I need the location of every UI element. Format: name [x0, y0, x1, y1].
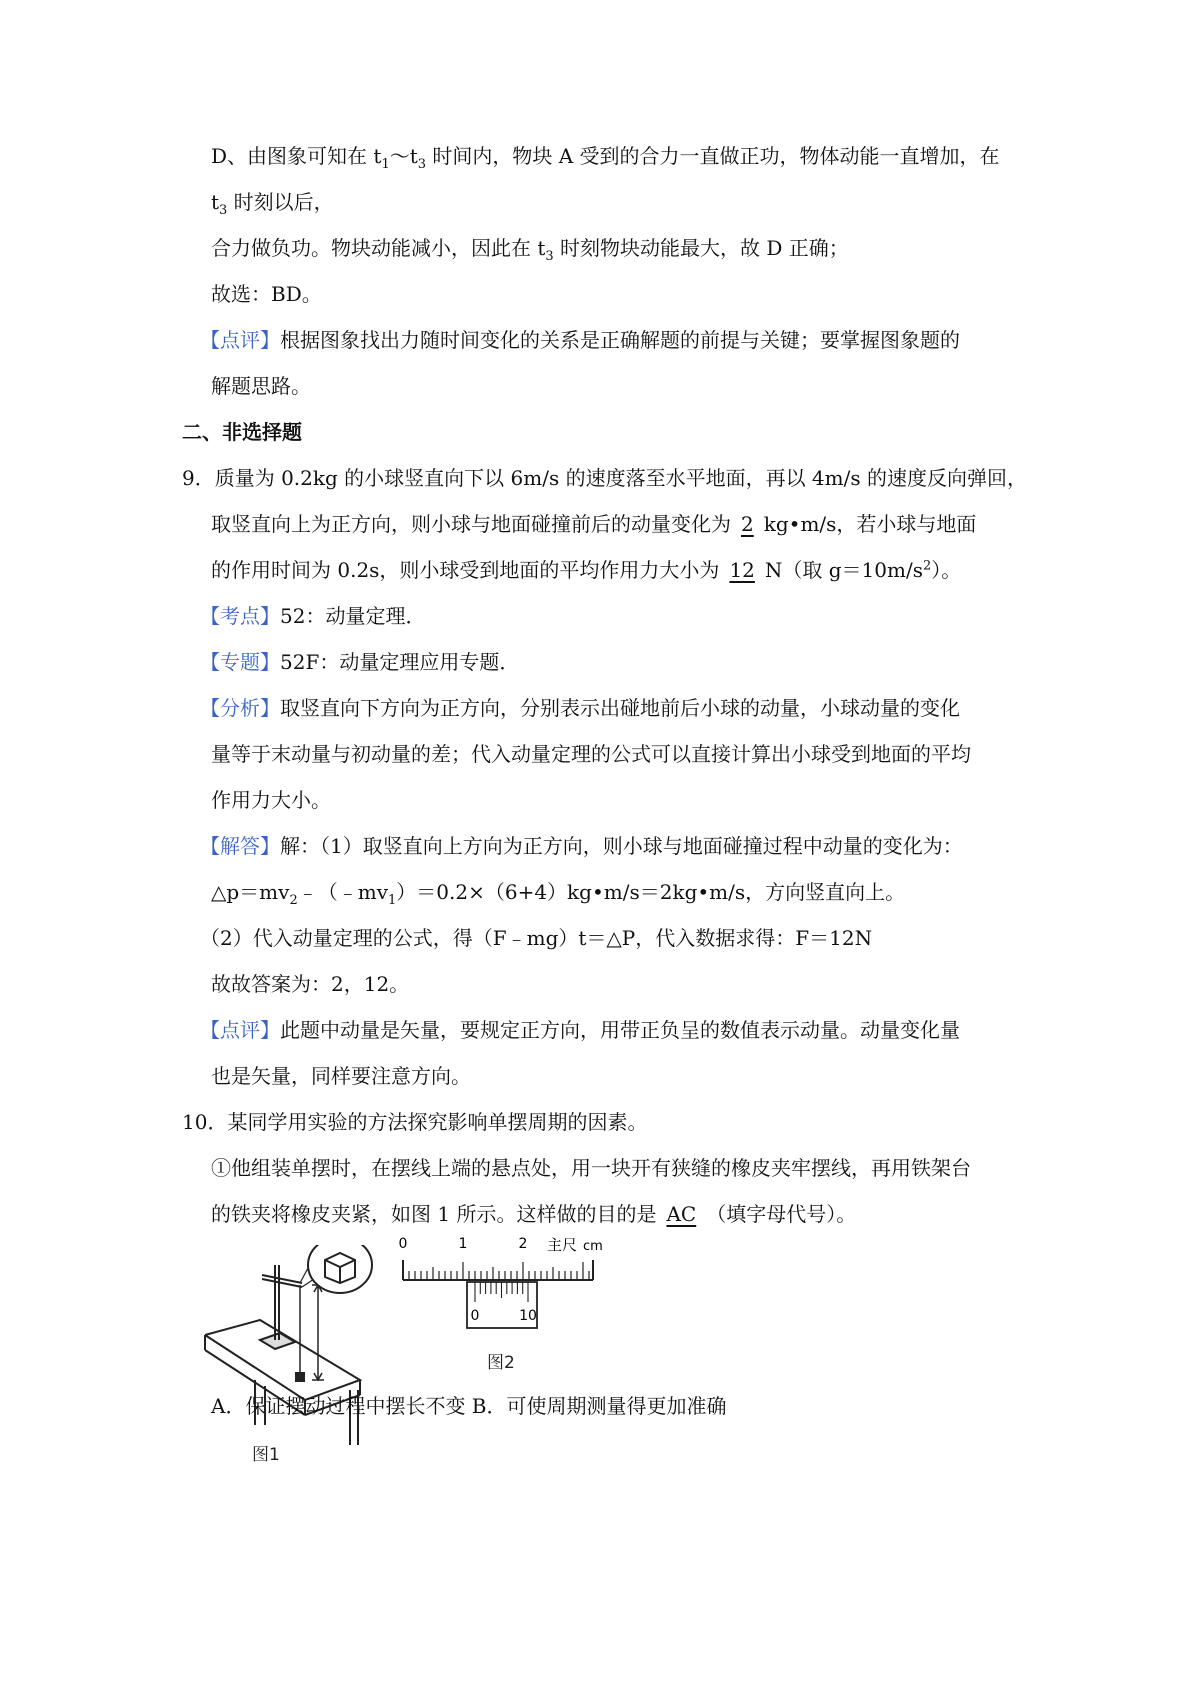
- q9-answer-blank-2: 12: [729, 558, 755, 582]
- kaodian-tag: 【考点】: [200, 604, 280, 628]
- solution-d-line3: 合力做负功。物块动能减小，因此在 $t_3$ 时刻物块动能最大，故 D 正确；: [211, 236, 849, 264]
- vernier-tick-label-10: 10: [519, 1308, 537, 1324]
- figure-1-label: 图1: [252, 1445, 280, 1465]
- figure-2-vernier-caliper: [395, 1230, 625, 1340]
- q9-line1: 9．质量为 0.2kg 的小球竖直向下以 6m/s 的速度落至水平地面，再以 4m/s 的速度反向弹回，: [182, 466, 1027, 490]
- q9-fenxi-line1: 【分析】取竖直向下方向为正方向，分别表示出碰地前后小球的动量，小球动量的变化: [200, 696, 960, 720]
- q10-line3: 的铁夹将橡皮夹紧，如图 1 所示。这样做的目的是 AC （填字母代号）。: [211, 1202, 857, 1226]
- q9-dianping-line1: 【点评】此题中动量是矢量，要规定正方向，用带正负呈的数值表示动量。动量变化量: [200, 1018, 960, 1042]
- q9-kaodian: 【考点】52：动量定理．: [200, 604, 426, 628]
- section-title: 二、非选择题: [182, 420, 302, 444]
- comment8-line2: 解题思路。: [211, 374, 311, 398]
- solution-d-line2: $t_3$ 时刻以后，: [211, 190, 334, 218]
- q9-zhuanti: 【专题】52F：动量定理应用专题．: [200, 650, 520, 674]
- dianping-tag: 【点评】: [200, 1018, 280, 1042]
- q9-jieda-line2: $\triangle p=mv_2﹣(﹣mv_1)=0.2\times(6+4)kg•m/s=2kg•m/s$，方向竖直向上。: [211, 880, 906, 908]
- q9-fenxi-line3: 作用力大小。: [211, 788, 331, 812]
- solution-choice: 故选：BD。: [211, 282, 322, 306]
- q9-fenxi-line2: 量等于末动量与初动量的差；代入动量定理的公式可以直接计算出小球受到地面的平均: [211, 742, 971, 766]
- q9-jieda-line3: （2）代入动量定理的公式，得（F﹣mg）t＝△P，代入数据求得：F＝12N: [200, 926, 873, 950]
- q9-jieda-line1: 【解答】解：（1）取竖直向上方向为正方向，则小球与地面碰撞过程中动量的变化为：: [200, 834, 963, 858]
- q10-options: A．保证摆动过程中摆长不变 B．可使周期测量得更加准确: [211, 1394, 727, 1418]
- q9-answer: 故故答案为：2，12。: [211, 972, 410, 996]
- fenxi-tag: 【分析】: [200, 696, 280, 720]
- comment8-line1: 【点评】根据图象找出力随时间变化的关系是正确解题的前提与关键；要掌握图象题的: [200, 328, 960, 352]
- figure-2-label: 图2: [487, 1353, 515, 1373]
- q10-line2: ①他组装单摆时，在摆线上端的悬点处，用一块开有狭缝的橡皮夹牢摆线，再用铁架台: [211, 1156, 971, 1180]
- main-scale-tick-label-0: 0: [398, 1236, 408, 1252]
- q9-line2: 取竖直向上为正方向，则小球与地面碰撞前后的动量变化为 2 kg•m/s，若小球与地面: [211, 512, 977, 536]
- main-scale-unit: cm: [583, 1239, 603, 1254]
- q9-answer-blank-1: 2: [741, 512, 754, 536]
- q10-answer-blank: AC: [666, 1202, 697, 1226]
- comment-tag: 【点评】: [200, 328, 280, 352]
- main-scale-name: 主尺: [547, 1236, 578, 1254]
- jieda-tag: 【解答】: [200, 834, 280, 858]
- main-scale-tick-label-1: 1: [458, 1236, 468, 1252]
- q9-line3: 的作用时间为 0.2s，则小球受到地面的平均作用力大小为 12 N（取 $g=10m/s^2$）。: [211, 558, 962, 582]
- main-scale-tick-label-2: 2: [518, 1236, 528, 1252]
- vernier-tick-label-0: 0: [470, 1308, 480, 1324]
- zhuanti-tag: 【专题】: [200, 650, 280, 674]
- q9-dianping-line2: 也是矢量，同样要注意方向。: [211, 1064, 471, 1088]
- q10-line1: 10．某同学用实验的方法探究影响单摆周期的因素。: [182, 1110, 648, 1134]
- solution-d-line1: D、由图象可知在 $t_1\sim t_3$ 时间内，物块 A 受到的合力一直做正功，物体动能一直增加，在: [211, 144, 1000, 172]
